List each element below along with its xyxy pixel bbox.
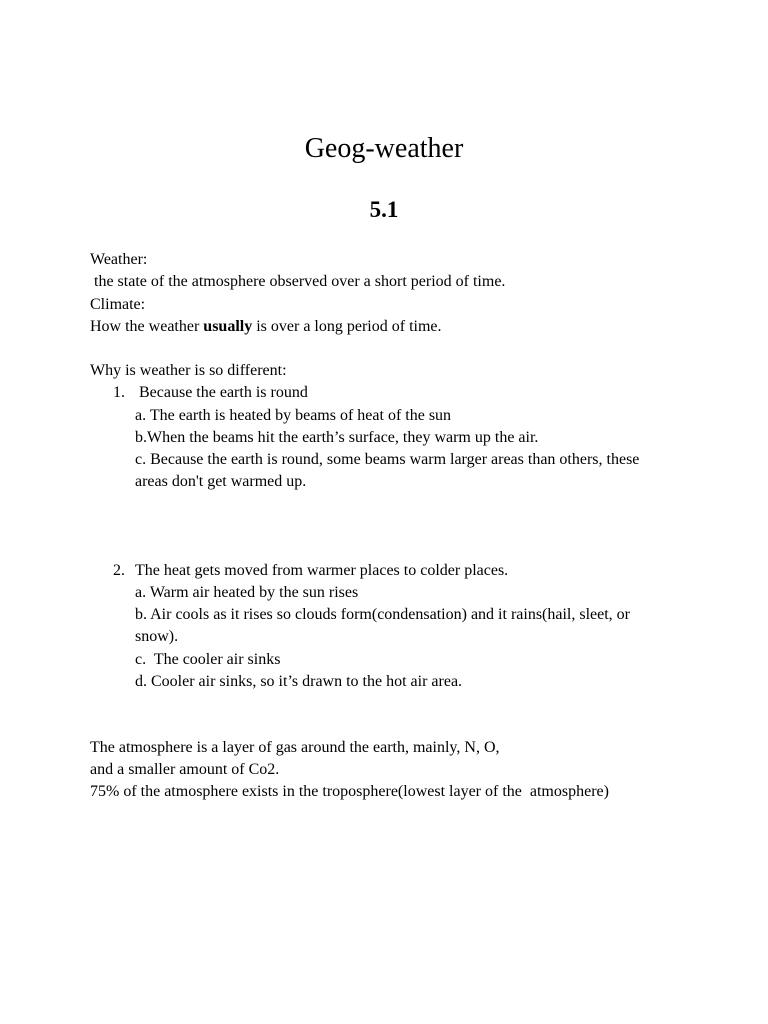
list-number-2: 2. bbox=[113, 562, 125, 579]
list-subitem: c. The cooler air sinks bbox=[135, 651, 281, 668]
list-number-1: 1. bbox=[113, 384, 125, 401]
atmosphere-paragraph-line: 75% of the atmosphere exists in the troposphere(lowest layer of the atmosphere) bbox=[90, 783, 609, 800]
list-subitem: b.When the beams hit the earth’s surface, they warm up the air. bbox=[135, 429, 539, 446]
atmosphere-paragraph-line: The atmosphere is a layer of gas around the earth, mainly, N, O, bbox=[90, 739, 500, 756]
list-subitem: areas don't get warmed up. bbox=[135, 473, 307, 490]
climate-definition bbox=[90, 316, 442, 338]
list-subitem: b. Air cools as it rises so clouds form(condensation) and it rains(hail, sleet, or bbox=[135, 606, 631, 623]
list-subitem: c. Because the earth is round, some beams warm larger areas than others, these bbox=[135, 451, 640, 468]
list-item-1: Because the earth is round bbox=[135, 384, 308, 401]
page-title: Geog-weather bbox=[304, 133, 464, 164]
atmosphere-paragraph-line: and a smaller amount of Co2. bbox=[90, 761, 280, 778]
climate-label: Climate: bbox=[90, 296, 146, 313]
why-heading: Why is weather is so different: bbox=[90, 362, 287, 379]
climate-emphasis: usually bbox=[203, 318, 253, 335]
list-subitem: a. Warm air heated by the sun rises bbox=[135, 584, 359, 601]
list-subitem: snow). bbox=[135, 628, 179, 645]
weather-definition: the state of the atmosphere observed over a short period of time. bbox=[90, 273, 506, 290]
list-subitem: d. Cooler air sinks, so it’s drawn to the hot air area. bbox=[135, 673, 463, 690]
page-subtitle: 5.1 bbox=[369, 197, 399, 222]
list-subitem: a. The earth is heated by beams of heat of the sun bbox=[135, 407, 452, 424]
climate-suffix: is over a long period of time. bbox=[252, 318, 442, 335]
list-item-2: The heat gets moved from warmer places to colder places. bbox=[135, 562, 509, 579]
weather-label: Weather: bbox=[90, 251, 148, 268]
climate-prefix: How the weather bbox=[90, 318, 204, 335]
